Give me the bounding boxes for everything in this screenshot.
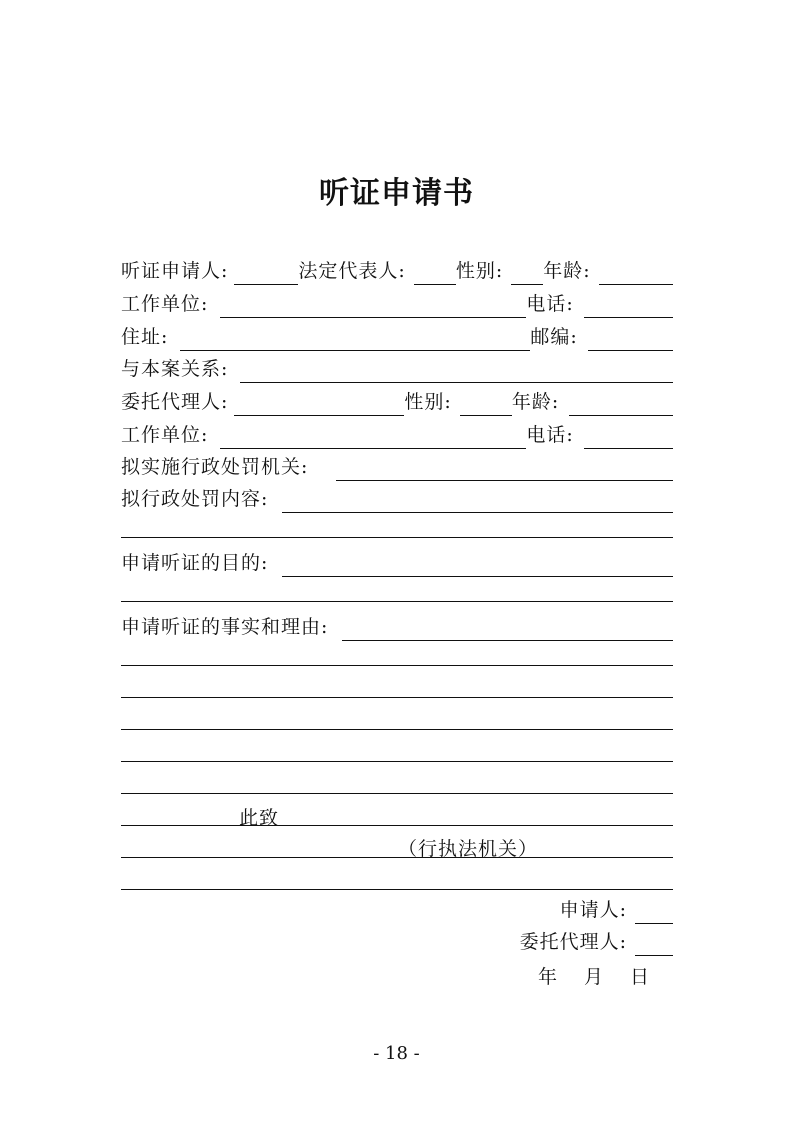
applicant-row <box>121 253 673 285</box>
postcode-label: 邮编: <box>530 326 578 348</box>
agent-age-label: 年龄: <box>511 391 560 413</box>
agent-label: 委托代理人: <box>121 391 229 413</box>
purpose-label: 申请听证的目的: <box>121 552 269 574</box>
gender-field[interactable] <box>511 260 543 285</box>
purpose-field[interactable] <box>282 552 673 577</box>
agent-field[interactable] <box>234 391 404 416</box>
agent-gender-field[interactable] <box>460 391 512 416</box>
relation-field[interactable] <box>240 358 673 383</box>
work-unit-label: 工作单位: <box>121 293 209 315</box>
agent-phone-label: 电话: <box>526 424 574 446</box>
postcode-field[interactable] <box>588 326 673 351</box>
facts-line-5[interactable] <box>121 761 673 762</box>
work-unit-field[interactable] <box>220 293 526 318</box>
penalty-content-line-2[interactable] <box>121 537 673 538</box>
age-label: 年龄: <box>543 260 591 282</box>
agent-age-field[interactable] <box>569 391 673 416</box>
address-row <box>121 319 673 351</box>
sign-applicant-label: 申请人: <box>559 899 627 921</box>
address-field[interactable] <box>180 326 530 351</box>
sign-agent-row <box>520 926 673 956</box>
penalty-content-label: 拟行政处罚内容: <box>121 488 269 510</box>
closing-line-1[interactable] <box>121 825 673 826</box>
purpose-line-2[interactable] <box>121 601 673 602</box>
sign-applicant-field[interactable] <box>635 899 673 924</box>
age-field[interactable] <box>599 260 673 285</box>
agent-phone-field[interactable] <box>584 424 673 449</box>
facts-reasons-field[interactable] <box>342 616 673 641</box>
agent-work-unit-label: 工作单位: <box>121 424 209 446</box>
gender-label: 性别: <box>455 260 504 282</box>
penalty-content-field[interactable] <box>282 488 673 513</box>
authority-row <box>121 449 673 481</box>
facts-line-3[interactable] <box>121 697 673 698</box>
penalty-content-row <box>121 481 673 513</box>
sign-date: 年 月 日 <box>538 966 654 988</box>
facts-reasons-row <box>121 609 673 641</box>
facts-line-4[interactable] <box>121 729 673 730</box>
agent-work-unit-field[interactable] <box>220 424 526 449</box>
purpose-row <box>121 545 673 577</box>
sign-applicant-row <box>560 894 673 924</box>
applicant-field[interactable] <box>234 260 298 285</box>
authority-field[interactable] <box>336 456 673 481</box>
closing-line-3[interactable] <box>121 889 673 890</box>
sign-agent-field[interactable] <box>635 931 673 956</box>
salutation: 此致 <box>239 807 280 829</box>
page-number: - 18 - <box>373 1043 420 1064</box>
facts-line-2[interactable] <box>121 665 673 666</box>
applicant-label: 听证申请人: <box>121 260 229 282</box>
phone-label: 电话: <box>526 293 574 315</box>
agent-work-unit-row <box>121 417 673 449</box>
agent-row <box>121 384 673 416</box>
legal-rep-field[interactable] <box>414 260 456 285</box>
page-title: 听证申请书 <box>319 176 474 211</box>
agent-gender-label: 性别: <box>404 391 452 413</box>
work-unit-row <box>121 286 673 318</box>
recipient: （行执法机关） <box>398 838 539 860</box>
facts-line-6[interactable] <box>121 793 673 794</box>
relation-row <box>121 351 673 383</box>
legal-rep-label: 法定代表人: <box>298 260 406 282</box>
phone-field[interactable] <box>584 293 673 318</box>
facts-reasons-label: 申请听证的事实和理由: <box>121 616 329 638</box>
sign-agent-label: 委托代理人: <box>519 931 627 953</box>
relation-label: 与本案关系: <box>121 358 229 380</box>
closing-line-2[interactable] <box>121 857 673 858</box>
authority-label: 拟实施行政处罚机关: <box>121 456 309 478</box>
address-label: 住址: <box>121 326 169 348</box>
